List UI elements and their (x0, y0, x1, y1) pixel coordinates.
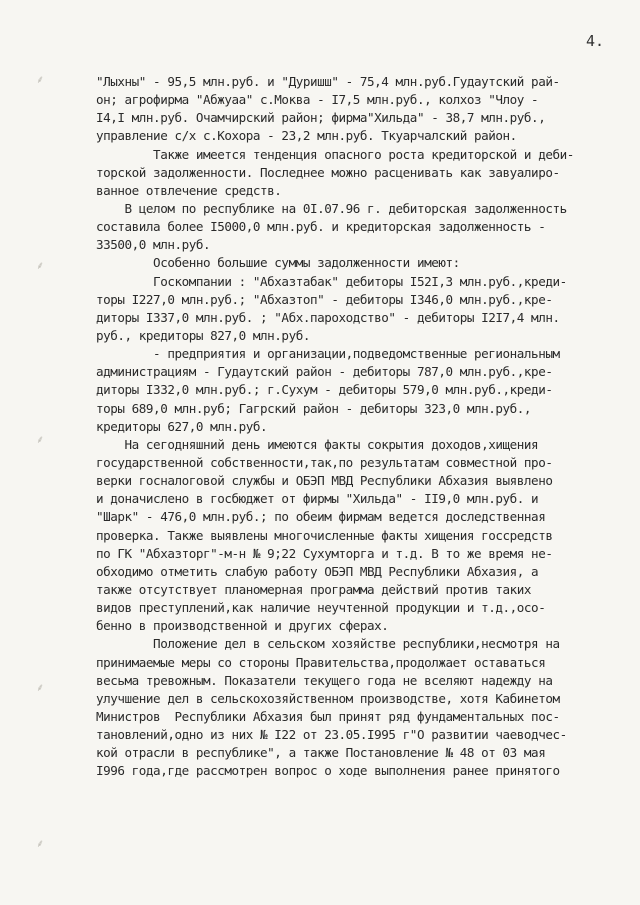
text-line: В целом по республике на 0I.07.96 г. дебиторская задолженность (96, 200, 567, 216)
text-line: тановлений,одно из них № I22 от 23.05.I995 г"О развитии чаеводчес- (96, 727, 567, 743)
text-line: составила более I5000,0 млн.руб. и кредиторская задолженность - (96, 219, 546, 235)
text-line: I4,I млн.руб. Очамчирский район; фирма"Хильда" - 38,7 млн.руб., (96, 110, 546, 126)
text-line: также отсутствует планомерная программа действий против таких (96, 581, 532, 597)
text-line: Особенно большие суммы задолженности имеют: (96, 255, 460, 271)
text-line: видов преступлений,как наличие неучтенной продукции и т.д.,осо- (96, 600, 546, 616)
text-line: бенно в производственной и других сферах. (96, 618, 389, 634)
text-line: весьма тревожным. Показатели текущего года не вселяют надежду на (96, 672, 553, 688)
text-line: торской задолженности. Последнее можно расценивать как завуалиро- (96, 164, 560, 180)
text-line: диторы I332,0 млн.руб.; г.Сухум - дебиторы 579,0 млн.руб.,креди- (96, 382, 553, 398)
text-line: Министров Республики Абхазия был принят ряд фундаментальных пос- (96, 708, 560, 724)
text-line: верки госналоговой службы и ОБЭП МВД Республики Абхазия выявлено (96, 473, 553, 489)
text-line: "Шарк" - 476,0 млн.руб.; по обеим фирмам ведется доследственная (96, 509, 546, 525)
text-line: 33500,0 млн.руб. (96, 237, 211, 253)
margin-mark: ⸙ (36, 681, 45, 694)
text-line: На сегодняшний день имеются факты сокрытия доходов,хищения (96, 436, 539, 452)
text-line: торы 689,0 млн.руб; Гагрский район - дебиторы 323,0 млн.руб., (96, 400, 532, 416)
text-line: проверка. Также выявлены многочисленные факты хищения госсредств (96, 527, 553, 543)
text-line: кредиторы 627,0 млн.руб. (96, 418, 268, 434)
text-line: Положение дел в сельском хозяйстве республики,несмотря на (96, 636, 560, 652)
text-line: - предприятия и организации,подведомственные региональным (96, 346, 560, 362)
text-line: "Лыхны" - 95,5 млн.руб. и "Дуришш" - 75,4 млн.руб.Гудаутский рай- (96, 74, 560, 89)
text-line: кой отрасли в республике", а также Постановление № 48 от 03 мая (96, 745, 546, 761)
margin-mark: ⸙ (36, 259, 45, 272)
text-line: Также имеется тенденция опасного роста кредиторской и деби- (96, 146, 574, 162)
margin-mark: ⸙ (36, 433, 45, 446)
text-line: администрациям - Гудаутский район - дебиторы 787,0 млн.руб.,кре- (96, 364, 553, 380)
text-line: диторы I337,0 млн.руб. ; "Абх.пароходство" - дебиторы I2I7,4 млн. (96, 309, 560, 325)
document-body (96, 73, 632, 780)
text-line: обходимо отметить слабую работу ОБЭП МВД Республики Абхазия, а (96, 563, 539, 579)
text-line: I996 года,где рассмотрен вопрос о ходе выполнения ранее принятого (96, 763, 560, 779)
text-line: принимаемые меры со стороны Правительства,продолжает оставаться (96, 654, 546, 670)
text-line: улучшение дел в сельскохозяйственном производстве, хотя Кабинетом (96, 690, 560, 706)
margin-mark: ⸙ (36, 73, 45, 86)
text-line: управление с/х с.Кохора - 23,2 млн.руб. Ткуарчалский район. (96, 128, 517, 144)
text-line: торы I227,0 млн.руб.; "Абхазтоп" - дебиторы I346,0 млн.руб.,кре- (96, 291, 553, 307)
text-line: и доначислено в госбюджет от фирмы "Хильда" - II9,0 млн.руб. и (96, 491, 539, 507)
text-line: руб., кредиторы 827,0 млн.руб. (96, 327, 310, 343)
text-line: Госкомпании : "Абхазтабак" дебиторы I52I,3 млн.руб.,креди- (96, 273, 567, 289)
text-line: ванное отвлечение средств. (96, 182, 282, 198)
margin-mark: ⸙ (36, 837, 45, 850)
page-number: 4. (586, 32, 605, 50)
text-line: государственной собственности,так,по результатам совместной про- (96, 454, 553, 470)
text-line: по ГК "Абхазторг"-м-н № 9;22 Сухумторга и т.д. В то же время не- (96, 545, 553, 561)
text-line: он; агрофирма "Абжуаа" с.Моква - I7,5 млн.руб., колхоз "Члоу - (96, 92, 539, 108)
